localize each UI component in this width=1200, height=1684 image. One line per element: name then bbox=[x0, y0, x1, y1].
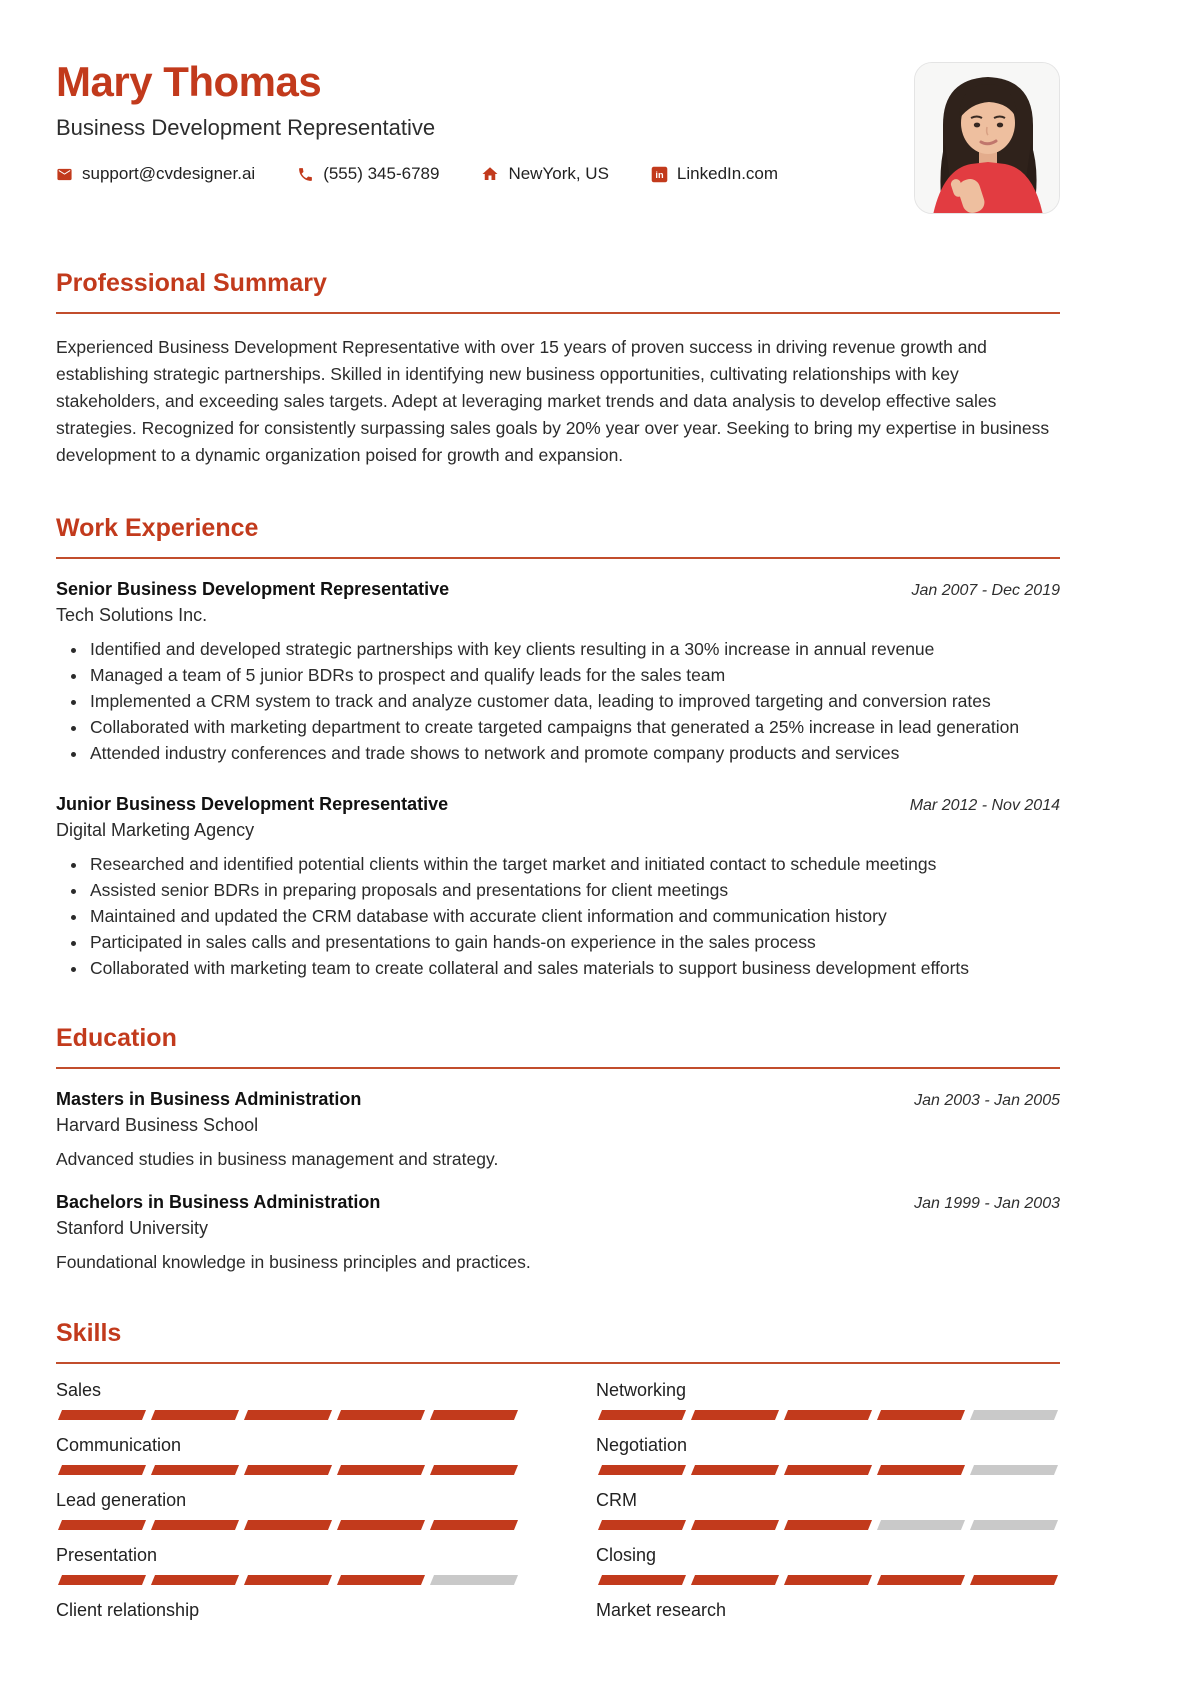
skill-row bbox=[56, 1435, 520, 1475]
skill-row bbox=[596, 1380, 1060, 1420]
skill-name: Sales bbox=[56, 1380, 102, 1400]
education-description: Foundational knowledge in business principles and practices. bbox=[56, 1252, 531, 1272]
skill-row bbox=[56, 1545, 520, 1585]
skill-segment-empty bbox=[970, 1520, 1058, 1530]
skill-name: Closing bbox=[596, 1545, 657, 1565]
email-icon bbox=[56, 166, 73, 183]
job-bullet: • Implemented a CRM system to track and analyze customer data, leading to improved targeting and conversion rates bbox=[88, 688, 1060, 714]
profile-photo-illustration bbox=[915, 63, 1060, 214]
skill-segment-filled bbox=[151, 1575, 239, 1585]
skill-segment-filled bbox=[598, 1465, 686, 1475]
degree-title: Bachelors in Business Administration bbox=[56, 1192, 381, 1212]
skills-heading: Skills bbox=[56, 1318, 1060, 1364]
skill-name: Client relationship bbox=[56, 1600, 200, 1620]
work-experience-section bbox=[56, 513, 1060, 981]
job-bullet: • Collaborated with marketing team to create collateral and sales materials to support business development efforts bbox=[88, 955, 1060, 981]
job-entry bbox=[56, 792, 1060, 981]
skill-segment-filled bbox=[337, 1410, 425, 1420]
skill-name: Market research bbox=[596, 1600, 727, 1620]
skill-segment-filled bbox=[244, 1410, 332, 1420]
skill-segment-filled bbox=[877, 1465, 965, 1475]
school-name: Stanford University bbox=[56, 1218, 209, 1238]
resume-header bbox=[56, 58, 1060, 184]
skill-segment-filled bbox=[244, 1575, 332, 1585]
skill-level-bar bbox=[56, 1520, 520, 1530]
skill-segment-filled bbox=[244, 1465, 332, 1475]
skill-segment-filled bbox=[784, 1410, 872, 1420]
skill-segment-filled bbox=[151, 1465, 239, 1475]
contact-row bbox=[56, 164, 1060, 184]
skill-level-bar bbox=[56, 1410, 520, 1420]
job-bullet-list bbox=[56, 636, 1060, 766]
skill-name: Networking bbox=[596, 1380, 687, 1400]
skill-level-bar bbox=[56, 1575, 520, 1585]
job-dates: Mar 2012 - Nov 2014 bbox=[909, 797, 1060, 814]
phone-icon bbox=[297, 166, 314, 183]
education-section bbox=[56, 1023, 1060, 1273]
skill-segment-filled bbox=[151, 1520, 239, 1530]
job-list bbox=[56, 577, 1060, 981]
skill-name: Communication bbox=[56, 1435, 182, 1455]
skill-segment-filled bbox=[58, 1410, 146, 1420]
job-company: Tech Solutions Inc. bbox=[56, 605, 208, 625]
degree-title: Masters in Business Administration bbox=[56, 1089, 362, 1109]
skill-segment-filled bbox=[877, 1575, 965, 1585]
linkedin-icon bbox=[651, 166, 668, 183]
work-experience-heading: Work Experience bbox=[56, 513, 1060, 559]
job-entry bbox=[56, 577, 1060, 766]
job-title: Senior Business Development Representative bbox=[56, 579, 450, 599]
skill-segment-filled bbox=[430, 1465, 518, 1475]
skill-row bbox=[56, 1600, 520, 1620]
education-dates: Jan 1999 - Jan 2003 bbox=[914, 1195, 1060, 1212]
job-bullet: • Assisted senior BDRs in preparing proposals and presentations for client meetings bbox=[88, 877, 1060, 903]
education-entry bbox=[56, 1190, 1060, 1273]
skill-row bbox=[596, 1435, 1060, 1475]
school-name: Harvard Business School bbox=[56, 1115, 259, 1135]
skill-row bbox=[56, 1380, 520, 1420]
skill-segment-empty bbox=[877, 1520, 965, 1530]
skill-level-bar bbox=[596, 1465, 1060, 1475]
contact-item[interactable]: NewYork, US bbox=[481, 164, 608, 184]
skills-grid bbox=[56, 1380, 1060, 1635]
job-bullet: • Participated in sales calls and presentations to gain hands-on experience in the sales process bbox=[88, 929, 1060, 955]
skill-segment-empty bbox=[430, 1575, 518, 1585]
job-bullet-list bbox=[56, 851, 1060, 981]
skill-segment-filled bbox=[337, 1575, 425, 1585]
summary-heading: Professional Summary bbox=[56, 268, 1060, 314]
job-bullet: • Collaborated with marketing department to create targeted campaigns that generated a 25% increase in lead generation bbox=[88, 714, 1060, 740]
skill-segment-filled bbox=[244, 1520, 332, 1530]
skill-name: CRM bbox=[596, 1490, 637, 1510]
profile-photo bbox=[914, 62, 1060, 214]
skill-segment-filled bbox=[598, 1520, 686, 1530]
skill-segment-filled bbox=[58, 1575, 146, 1585]
job-company: Digital Marketing Agency bbox=[56, 820, 255, 840]
job-bullet: • Attended industry conferences and trade shows to network and promote company products and services bbox=[88, 740, 1060, 766]
skill-segment-filled bbox=[691, 1410, 779, 1420]
skill-segment-filled bbox=[337, 1465, 425, 1475]
skill-segment-filled bbox=[877, 1410, 965, 1420]
skill-segment-filled bbox=[151, 1410, 239, 1420]
education-description: Advanced studies in business management and strategy. bbox=[56, 1149, 499, 1169]
job-bullet: • Researched and identified potential clients within the target market and initiated contact to schedule meetings bbox=[88, 851, 1060, 877]
skill-level-bar bbox=[596, 1575, 1060, 1585]
skill-segment-filled bbox=[784, 1575, 872, 1585]
skill-name: Presentation bbox=[56, 1545, 158, 1565]
education-dates: Jan 2003 - Jan 2005 bbox=[914, 1092, 1060, 1109]
skill-segment-empty bbox=[970, 1465, 1058, 1475]
education-list bbox=[56, 1087, 1060, 1273]
job-title: Junior Business Development Representative bbox=[56, 794, 449, 814]
contact-item[interactable]: in LinkedIn.com bbox=[651, 164, 778, 184]
skill-segment-filled bbox=[691, 1520, 779, 1530]
skill-segment-filled bbox=[691, 1575, 779, 1585]
skill-name: Negotiation bbox=[596, 1435, 688, 1455]
skill-segment-filled bbox=[598, 1575, 686, 1585]
contact-item[interactable]: support@cvdesigner.ai bbox=[56, 164, 255, 184]
resume-page bbox=[56, 0, 1060, 1635]
skill-segment-filled bbox=[430, 1520, 518, 1530]
job-dates: Jan 2007 - Dec 2019 bbox=[911, 582, 1060, 599]
skill-row bbox=[596, 1490, 1060, 1530]
skill-row bbox=[596, 1600, 1060, 1620]
job-bullet: • Identified and developed strategic partnerships with key clients resulting in a 30% increase in annual revenue bbox=[88, 636, 1060, 662]
skill-segment-empty bbox=[970, 1410, 1058, 1420]
skill-segment-filled bbox=[598, 1410, 686, 1420]
job-bullet: • Managed a team of 5 junior BDRs to prospect and qualify leads for the sales team bbox=[88, 662, 1060, 688]
skill-segment-filled bbox=[58, 1465, 146, 1475]
svg-text:in: in bbox=[655, 169, 664, 180]
skills-section bbox=[56, 1318, 1060, 1635]
contact-item[interactable]: (555) 345-6789 bbox=[297, 164, 439, 184]
skill-segment-filled bbox=[970, 1575, 1058, 1585]
skill-row bbox=[56, 1490, 520, 1530]
job-bullet: • Maintained and updated the CRM database with accurate client information and communication history bbox=[88, 903, 1060, 929]
summary-text: Experienced Business Development Representative with over 15 years of proven success in driving revenue growth and establishing strategic partnerships. Skilled in identifying new business opportunities, cultivating relationships with key stakeholders, and exceeding sales targets. Adept at leveraging market trends and data analysis to develop effective sales strategies. Recognized for consistently surpassing sales goals by 20% year over year. Seeking to bring my expertise in business development to a dynamic organization poised for growth and expansion. bbox=[56, 337, 1050, 465]
skill-row bbox=[596, 1545, 1060, 1585]
education-heading: Education bbox=[56, 1023, 1060, 1069]
skill-segment-filled bbox=[784, 1465, 872, 1475]
skill-segment-filled bbox=[58, 1520, 146, 1530]
skill-segment-filled bbox=[337, 1520, 425, 1530]
skill-segment-filled bbox=[691, 1465, 779, 1475]
skill-name: Lead generation bbox=[56, 1490, 187, 1510]
home-icon bbox=[481, 165, 499, 183]
person-name: Mary Thomas bbox=[56, 58, 322, 105]
skill-segment-filled bbox=[430, 1410, 518, 1420]
skill-level-bar bbox=[596, 1410, 1060, 1420]
education-entry bbox=[56, 1087, 1060, 1170]
person-job-title: Business Development Representative bbox=[56, 115, 436, 140]
skill-segment-filled bbox=[784, 1520, 872, 1530]
summary-section bbox=[56, 268, 1060, 469]
skill-level-bar bbox=[56, 1465, 520, 1475]
skill-level-bar bbox=[596, 1520, 1060, 1530]
